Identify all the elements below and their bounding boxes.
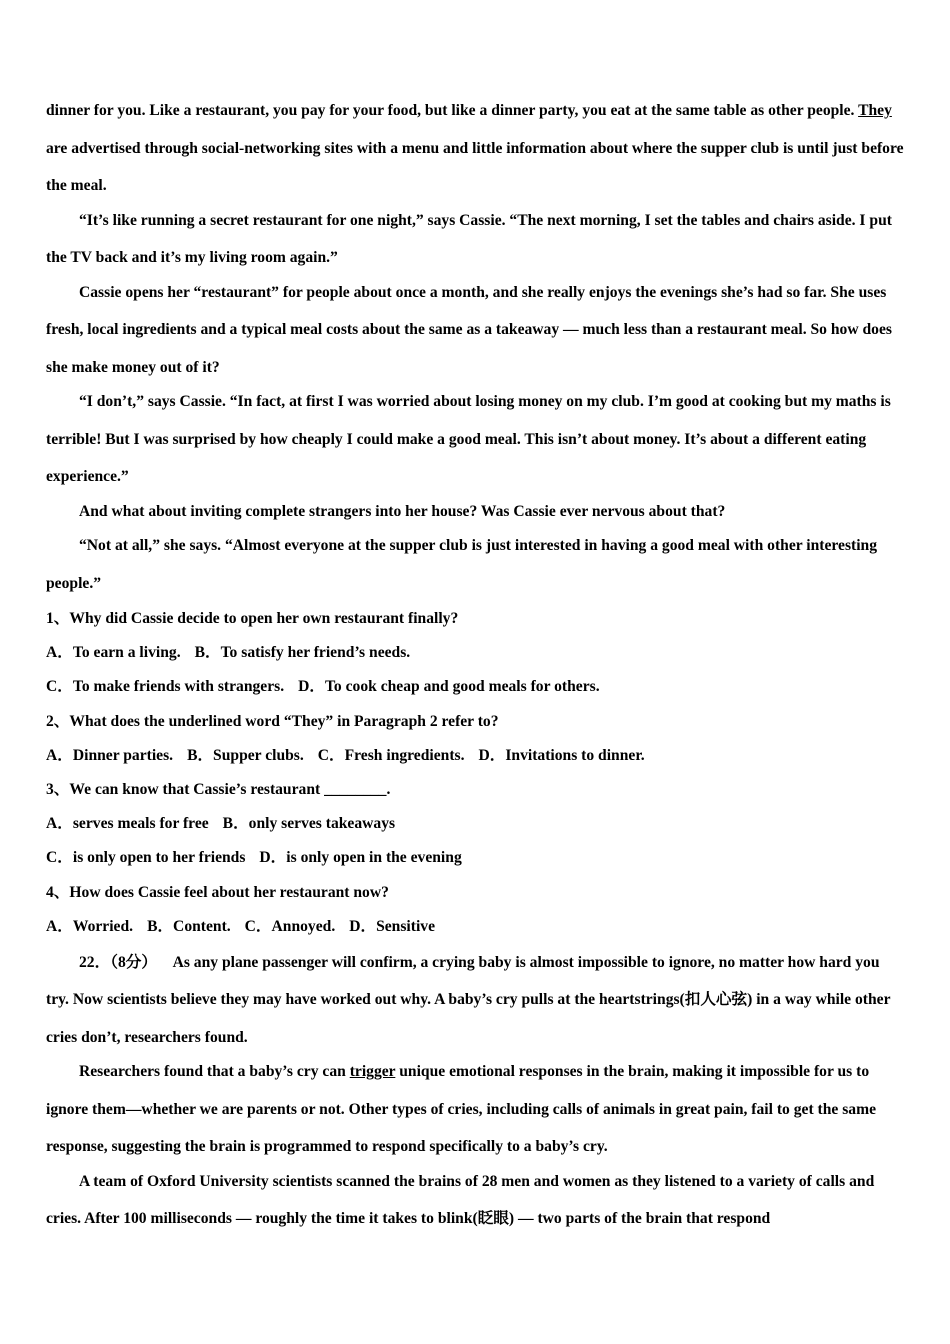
- question-3-options-ab: [46, 807, 906, 841]
- question-number: 22．（8分）: [79, 953, 157, 971]
- option-b: B．Content.: [147, 917, 231, 935]
- option-d: D．is only open in the evening: [259, 849, 462, 867]
- option-c: C．is only open to her friends: [46, 849, 246, 867]
- question-1-options-cd: [46, 670, 906, 704]
- document-page: [46, 92, 906, 1238]
- paragraph-4: “I don’t,” says Cassie. “In fact, at first I was worried about losing money on my club. I’m good at cooking but my maths is terrible! But I was surprised by how cheaply I could make a good meal. This isn’t about money. It’s about a different eating experience.”: [46, 393, 891, 485]
- question-4-options: [46, 910, 906, 944]
- paragraph-text: are advertised through social-networking sites with a menu and little information about where the supper club is until just before the meal.: [46, 139, 904, 194]
- option-a: A．Dinner parties.: [46, 746, 174, 764]
- question-2-options: [46, 739, 906, 773]
- question-1: 1、Why did Cassie decide to open her own restaurant finally?: [46, 610, 459, 627]
- paragraph-text: As any plane passenger will confirm, a crying baby is almost impossible to ignore, no matter how hard you try. Now scientists believe they may have worked out why. A baby’s cry pulls at the heartstrings(扣人心弦) in a way while other cries don’t, researchers found.: [46, 953, 891, 1046]
- option-b: B．To satisfy her friend’s needs.: [194, 644, 411, 662]
- paragraph-3: Cassie opens her “restaurant” for people about once a month, and she really enjoys the evenings she’s had so far. She uses fresh, local ingredients and a typical meal costs about the same as a takeaway — much less than a restaurant meal. So how does she make money out of it?: [46, 283, 892, 376]
- paragraph-2: “It’s like running a secret restaurant for one night,” says Cassie. “The next morning, I set the tables and chairs aside. I put the TV back and it’s my living room again.”: [46, 211, 892, 266]
- paragraph-5: And what about inviting complete strangers into her house? Was Cassie ever nervous about that?: [79, 502, 726, 520]
- passage-22-paragraph-1: [46, 944, 906, 1057]
- question-4: 4、How does Cassie feel about her restaurant now?: [46, 883, 389, 901]
- underlined-word-they: They: [858, 102, 892, 119]
- option-d: D．Sensitive: [349, 917, 436, 935]
- paragraph-text: Researchers found that a baby’s cry can: [79, 1063, 350, 1081]
- question-3-options-cd: [46, 841, 906, 875]
- question-1-options-ab: [46, 636, 906, 670]
- option-a: A．Worried.: [46, 917, 134, 935]
- question-3: 3、We can know that Cassie’s restaurant ________.: [46, 780, 391, 798]
- paragraph-text: unique emotional responses in the brain, making it impossible for us to ignore them—whether we are parents or not. Other types of cries, including calls of animals in great pain, fail to get the same response, suggesting the brain is programmed to respond specifically to a baby’s cry.: [46, 1063, 877, 1156]
- passage-22-paragraph-3: A team of Oxford University scientists scanned the brains of 28 men and women as they listened to a variety of calls and cries. After 100 milliseconds — roughly the time it takes to blink(眨眼) — two parts of the brain that respond: [46, 1172, 875, 1228]
- option-d: D．To cook cheap and good meals for others.: [298, 678, 600, 696]
- option-d: D．Invitations to dinner.: [478, 746, 645, 764]
- underlined-word-trigger: trigger: [349, 1063, 396, 1081]
- option-a: A．serves meals for free: [46, 815, 209, 833]
- option-a: A．To earn a living.: [46, 644, 181, 662]
- option-c: C．To make friends with strangers.: [46, 678, 285, 696]
- option-c: C．Fresh ingredients.: [317, 746, 465, 764]
- option-b: B．Supper clubs.: [187, 746, 304, 764]
- passage-22-paragraph-2: [46, 1053, 906, 1166]
- paragraph-6: “Not at all,” she says. “Almost everyone at the supper club is just interested in having a good meal with other interesting people.”: [46, 537, 878, 592]
- option-c: C．Annoyed.: [244, 917, 336, 935]
- paragraph-text: dinner for you. Like a restaurant, you pay for your food, but like a dinner party, you eat at the same table as other people.: [46, 102, 859, 119]
- question-2: 2、What does the underlined word “They” in Paragraph 2 refer to?: [46, 712, 499, 730]
- paragraph-1: [46, 92, 906, 205]
- option-b: B．only serves takeaways: [222, 815, 396, 833]
